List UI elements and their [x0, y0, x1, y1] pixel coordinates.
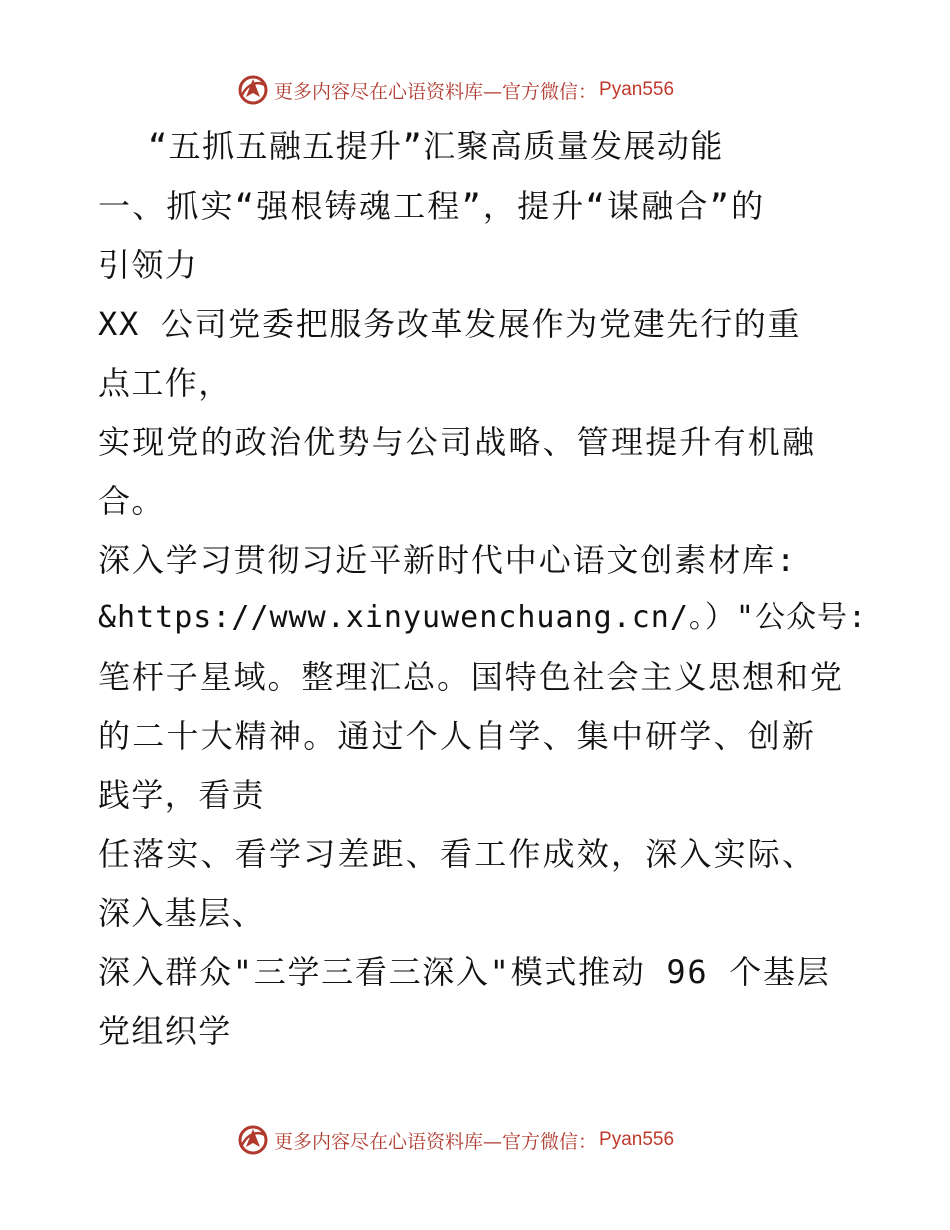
pen-swirl-logo-icon: [236, 1123, 270, 1157]
paragraph-line: 实现党的政治优势与公司战略、管理提升有机融: [98, 423, 817, 461]
watermark-site-text: 更多内容尽在心语资料库—官方微信：: [274, 1130, 598, 1153]
watermark-site-text: 更多内容尽在心语资料库—官方微信：: [274, 80, 598, 103]
paragraph-line: 深入基层、: [98, 894, 266, 932]
paragraph-line: 点工作，: [98, 364, 232, 402]
document-title: “五抓五融五提升”汇聚高质量发展动能: [148, 127, 724, 165]
paragraph-line: 笔杆子星域。整理汇总。国特色社会主义思想和党: [98, 658, 844, 696]
pen-swirl-logo-icon: [236, 73, 270, 107]
paragraph-line: 的二十大精神。通过个人自学、集中研学、创新: [98, 717, 817, 755]
header-watermark: [236, 72, 716, 108]
paragraph-line: 践学，看责: [98, 776, 266, 814]
paragraph-line: 党组织学: [98, 1012, 232, 1050]
paragraph-line: 深入群众"三学三看三深入"模式推动 96 个基层: [98, 953, 831, 991]
watermark-wechat-id: Pyan556: [599, 1129, 675, 1150]
paragraph-line: 引领力: [98, 246, 199, 284]
paragraph-line: 深入学习贯彻习近平新时代中心语文创素材库:: [98, 541, 798, 579]
paragraph-line: 一、抓实“强根铸魂工程”，提升“谋融合”的: [98, 187, 766, 225]
paragraph-line: 合。: [98, 482, 165, 520]
footer-watermark: [236, 1122, 716, 1158]
paragraph-line: XX 公司党委把服务改革发展作为党建先行的重: [98, 305, 802, 343]
paragraph-line: 任落实、看学习差距、看工作成效，深入实际、: [98, 835, 817, 873]
paragraph-line: &https://www.xinyuwenchuang.cn/。）"公众号:: [98, 600, 868, 635]
watermark-wechat-id: Pyan556: [599, 79, 675, 100]
